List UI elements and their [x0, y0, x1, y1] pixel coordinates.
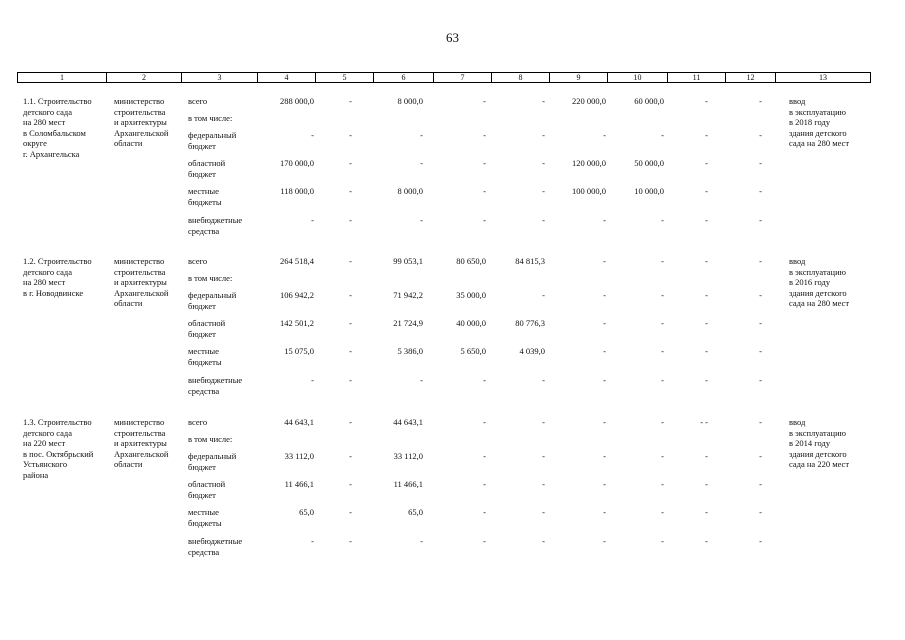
value-cell-1-6-9: -: [603, 215, 606, 225]
value-cell-3-6-12: -: [759, 536, 762, 546]
item-executor-2: министерство строительства и архитектуры Архангельской области: [114, 256, 169, 308]
header-col-5: 5: [316, 73, 374, 83]
value-cell-3-1-9: -: [603, 417, 606, 427]
value-cell-2-3-12: -: [759, 290, 762, 300]
source-label-3-1: всего: [188, 417, 208, 427]
value-cell-3-4-10: -: [661, 479, 664, 489]
source-label-3-5: местные бюджеты: [188, 507, 222, 528]
value-cell-2-6-10: -: [661, 375, 664, 385]
source-label-1-4: областной бюджет: [188, 158, 226, 179]
header-col-4: 4: [258, 73, 316, 83]
value-cell-3-6-11: -: [705, 536, 708, 546]
source-label-1-2: в том числе:: [188, 113, 233, 123]
source-label-2-1: всего: [188, 256, 208, 266]
value-cell-1-6-12: -: [759, 215, 762, 225]
value-cell-2-4-12: -: [759, 318, 762, 328]
value-cell-1-5-9: 100 000,0: [572, 186, 606, 196]
value-cell-3-4-11: -: [705, 479, 708, 489]
value-cell-1-3-8: -: [542, 130, 545, 140]
source-label-2-2: в том числе:: [188, 273, 233, 283]
value-cell-2-4-9: -: [603, 318, 606, 328]
value-cell-1-5-10: 10 000,0: [634, 186, 664, 196]
value-cell-2-4-5: -: [349, 318, 352, 328]
value-cell-3-6-5: -: [349, 536, 352, 546]
item-result-1: ввод в эксплуатацию в 2018 году здания детского сада на 280 мест: [789, 96, 850, 148]
value-cell-3-1-4: 44 643,1: [284, 417, 314, 427]
header-col-6: 6: [374, 73, 434, 83]
source-label-2-3: федеральный бюджет: [188, 290, 237, 311]
value-cell-1-4-10: 50 000,0: [634, 158, 664, 168]
item-result-3: ввод в эксплуатацию в 2014 году здания детского сада на 220 мест: [789, 417, 850, 469]
value-cell-3-1-12: -: [759, 417, 762, 427]
value-cell-3-3-11: -: [705, 451, 708, 461]
source-label-2-5: местные бюджеты: [188, 346, 222, 367]
value-cell-3-4-6: 11 466,1: [393, 479, 423, 489]
value-cell-1-4-6: -: [420, 158, 423, 168]
value-cell-2-5-10: -: [661, 346, 664, 356]
value-cell-1-4-11: -: [705, 158, 708, 168]
value-cell-1-3-10: -: [661, 130, 664, 140]
item-executor-1: министерство строительства и архитектуры Архангельской области: [114, 96, 169, 148]
value-cell-2-3-11: -: [705, 290, 708, 300]
value-cell-2-1-7: 80 650,0: [456, 256, 486, 266]
source-label-1-3: федеральный бюджет: [188, 130, 237, 151]
header-col-10: 10: [608, 73, 668, 83]
value-cell-2-3-8: -: [542, 290, 545, 300]
value-cell-3-4-12: -: [759, 479, 762, 489]
value-cell-2-5-7: 5 650,0: [460, 346, 486, 356]
value-cell-1-4-8: -: [542, 158, 545, 168]
value-cell-2-1-4: 264 518,4: [280, 256, 314, 266]
value-cell-2-5-12: -: [759, 346, 762, 356]
item-executor-3: министерство строительства и архитектуры Архангельской области: [114, 417, 169, 469]
value-cell-2-3-10: -: [661, 290, 664, 300]
header-col-7: 7: [434, 73, 492, 83]
source-label-1-6: внебюджетные средства: [188, 215, 243, 236]
value-cell-1-1-10: 60 000,0: [634, 96, 664, 106]
value-cell-3-1-11: - -: [700, 417, 708, 427]
value-cell-3-5-8: -: [542, 507, 545, 517]
value-cell-3-6-10: -: [661, 536, 664, 546]
value-cell-3-3-7: -: [483, 451, 486, 461]
value-cell-3-4-9: -: [603, 479, 606, 489]
value-cell-2-5-11: -: [705, 346, 708, 356]
value-cell-3-5-10: -: [661, 507, 664, 517]
value-cell-1-5-5: -: [349, 186, 352, 196]
value-cell-3-6-6: -: [420, 536, 423, 546]
value-cell-3-5-4: 65,0: [299, 507, 314, 517]
value-cell-2-1-8: 84 815,3: [515, 256, 545, 266]
value-cell-1-5-8: -: [542, 186, 545, 196]
header-col-8: 8: [492, 73, 550, 83]
value-cell-1-1-7: -: [483, 96, 486, 106]
value-cell-2-4-8: 80 776,3: [515, 318, 545, 328]
value-cell-3-5-11: -: [705, 507, 708, 517]
value-cell-1-5-12: -: [759, 186, 762, 196]
value-cell-2-4-7: 40 000,0: [456, 318, 486, 328]
value-cell-3-1-8: -: [542, 417, 545, 427]
header-col-12: 12: [726, 73, 776, 83]
value-cell-2-4-10: -: [661, 318, 664, 328]
value-cell-1-3-7: -: [483, 130, 486, 140]
value-cell-1-1-4: 288 000,0: [280, 96, 314, 106]
value-cell-3-5-6: 65,0: [408, 507, 423, 517]
value-cell-1-1-8: -: [542, 96, 545, 106]
value-cell-1-6-11: -: [705, 215, 708, 225]
value-cell-1-4-4: 170 000,0: [280, 158, 314, 168]
value-cell-2-6-9: -: [603, 375, 606, 385]
value-cell-3-4-7: -: [483, 479, 486, 489]
value-cell-3-3-8: -: [542, 451, 545, 461]
value-cell-3-5-5: -: [349, 507, 352, 517]
value-cell-3-1-6: 44 643,1: [393, 417, 423, 427]
value-cell-3-4-8: -: [542, 479, 545, 489]
value-cell-3-4-5: -: [349, 479, 352, 489]
value-cell-2-1-5: -: [349, 256, 352, 266]
value-cell-2-5-4: 15 075,0: [284, 346, 314, 356]
value-cell-1-1-6: 8 000,0: [397, 96, 423, 106]
value-cell-1-1-5: -: [349, 96, 352, 106]
value-cell-2-3-9: -: [603, 290, 606, 300]
value-cell-2-4-11: -: [705, 318, 708, 328]
value-cell-2-1-12: -: [759, 256, 762, 266]
value-cell-2-6-7: -: [483, 375, 486, 385]
value-cell-3-6-8: -: [542, 536, 545, 546]
header-col-3: 3: [182, 73, 258, 83]
value-cell-3-5-9: -: [603, 507, 606, 517]
value-cell-1-4-7: -: [483, 158, 486, 168]
value-cell-1-1-12: -: [759, 96, 762, 106]
value-cell-1-3-6: -: [420, 130, 423, 140]
value-cell-2-5-5: -: [349, 346, 352, 356]
value-cell-3-4-4: 11 466,1: [284, 479, 314, 489]
item-name-3: 1.3. Строительство детского сада на 220 мест в пос. Октябрьский Устьянского района: [23, 417, 94, 480]
value-cell-3-3-6: 33 112,0: [393, 451, 423, 461]
value-cell-2-3-7: 35 000,0: [456, 290, 486, 300]
value-cell-3-3-10: -: [661, 451, 664, 461]
source-label-2-4: областной бюджет: [188, 318, 226, 339]
value-cell-3-5-12: -: [759, 507, 762, 517]
value-cell-3-6-4: -: [311, 536, 314, 546]
value-cell-1-5-4: 118 000,0: [280, 186, 314, 196]
source-label-1-1: всего: [188, 96, 208, 106]
value-cell-2-5-9: -: [603, 346, 606, 356]
value-cell-1-4-12: -: [759, 158, 762, 168]
value-cell-1-6-10: -: [661, 215, 664, 225]
value-cell-1-5-7: -: [483, 186, 486, 196]
item-name-2: 1.2. Строительство детского сада на 280 мест в г. Новодвинске: [23, 256, 92, 298]
value-cell-2-5-6: 5 386,0: [397, 346, 423, 356]
value-cell-2-3-5: -: [349, 290, 352, 300]
header-col-1: 1: [18, 73, 107, 83]
header-col-2: 2: [107, 73, 182, 83]
value-cell-1-5-11: -: [705, 186, 708, 196]
value-cell-1-6-7: -: [483, 215, 486, 225]
page-number: 63: [446, 30, 459, 45]
value-cell-1-3-9: -: [603, 130, 606, 140]
column-number-header: [17, 72, 871, 83]
value-cell-1-6-6: -: [420, 215, 423, 225]
value-cell-3-6-9: -: [603, 536, 606, 546]
item-name-1: 1.1. Строительство детского сада на 280 мест в Соломбальском округе г. Архангельска: [23, 96, 92, 159]
value-cell-2-1-11: -: [705, 256, 708, 266]
value-cell-3-1-10: -: [661, 417, 664, 427]
value-cell-2-6-12: -: [759, 375, 762, 385]
value-cell-2-6-4: -: [311, 375, 314, 385]
value-cell-2-4-4: 142 501,2: [280, 318, 314, 328]
value-cell-2-3-4: 106 942,2: [280, 290, 314, 300]
value-cell-3-6-7: -: [483, 536, 486, 546]
source-label-3-2: в том числе:: [188, 434, 233, 444]
value-cell-1-1-11: -: [705, 96, 708, 106]
value-cell-2-3-6: 71 942,2: [393, 290, 423, 300]
value-cell-2-6-5: -: [349, 375, 352, 385]
value-cell-1-3-5: -: [349, 130, 352, 140]
source-label-2-6: внебюджетные средства: [188, 375, 243, 396]
value-cell-1-3-12: -: [759, 130, 762, 140]
source-label-3-6: внебюджетные средства: [188, 536, 243, 557]
value-cell-3-3-4: 33 112,0: [284, 451, 314, 461]
value-cell-3-5-7: -: [483, 507, 486, 517]
value-cell-2-1-9: -: [603, 256, 606, 266]
value-cell-1-3-11: -: [705, 130, 708, 140]
value-cell-1-1-9: 220 000,0: [572, 96, 606, 106]
source-label-3-3: федеральный бюджет: [188, 451, 237, 472]
value-cell-2-4-6: 21 724,9: [393, 318, 423, 328]
value-cell-1-6-4: -: [311, 215, 314, 225]
value-cell-2-6-8: -: [542, 375, 545, 385]
header-col-9: 9: [550, 73, 608, 83]
value-cell-1-4-5: -: [349, 158, 352, 168]
value-cell-1-4-9: 120 000,0: [572, 158, 606, 168]
source-label-3-4: областной бюджет: [188, 479, 226, 500]
source-label-1-5: местные бюджеты: [188, 186, 222, 207]
value-cell-3-1-7: -: [483, 417, 486, 427]
value-cell-3-3-12: -: [759, 451, 762, 461]
header-col-11: 11: [668, 73, 726, 83]
value-cell-3-3-5: -: [349, 451, 352, 461]
value-cell-2-1-6: 99 053,1: [393, 256, 423, 266]
value-cell-1-5-6: 8 000,0: [397, 186, 423, 196]
value-cell-2-6-6: -: [420, 375, 423, 385]
header-col-13: 13: [776, 73, 871, 83]
value-cell-1-6-8: -: [542, 215, 545, 225]
value-cell-2-5-8: 4 039,0: [519, 346, 545, 356]
value-cell-3-3-9: -: [603, 451, 606, 461]
value-cell-3-1-5: -: [349, 417, 352, 427]
value-cell-1-3-4: -: [311, 130, 314, 140]
value-cell-2-6-11: -: [705, 375, 708, 385]
value-cell-2-1-10: -: [661, 256, 664, 266]
value-cell-1-6-5: -: [349, 215, 352, 225]
item-result-2: ввод в эксплуатацию в 2016 году здания детского сада на 280 мест: [789, 256, 850, 308]
